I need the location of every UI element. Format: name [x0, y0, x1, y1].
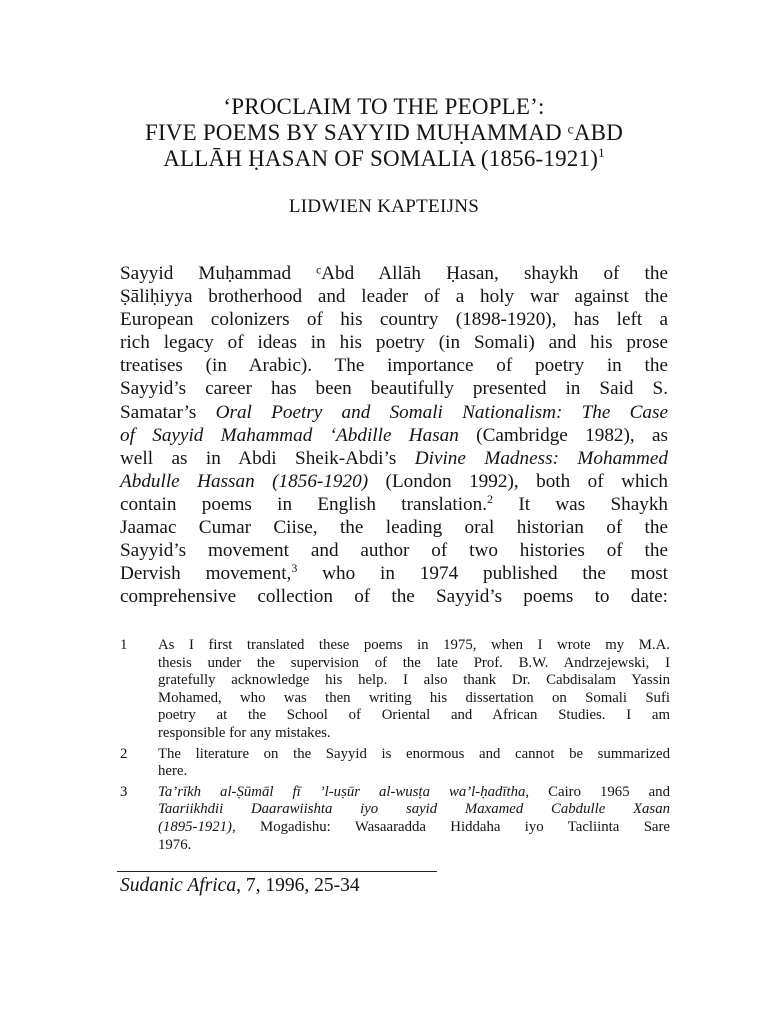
article-title — [0, 94, 768, 172]
footnote-number: 2 — [120, 745, 128, 762]
footnote-line: Mohamed, who was then writing his dissertation on Somali Sufi — [158, 689, 670, 706]
footnote-line: As I first translated these poems in 1975, when I wrote my M.A. — [158, 637, 670, 653]
arabic-book-title: Ta’rīkh al-Ṣūmāl fī ’l-uṣūr al-wusṭa wa’l-ḥadītha, — [158, 783, 530, 800]
somali-book-title: Taariikhdii Daarawiishta iyo sayid Maxamed Cabdulle Xasan — [158, 801, 670, 818]
footnote-number: 1 — [120, 637, 128, 653]
title-footnote-marker: 1 — [598, 145, 605, 160]
journal-citation — [120, 875, 360, 897]
body-text-run: contain poems in English translation. — [120, 493, 488, 515]
footnote-3 — [120, 784, 670, 854]
footnote-line — [158, 819, 670, 837]
title-line-3 — [0, 146, 768, 172]
citation-details: , 7, 1996, 25-34 — [236, 875, 360, 896]
book-title-divine-madness-cont: Abdulle Hassan (1856-1920) — [120, 470, 369, 492]
footnote-1 — [120, 637, 670, 743]
footnote-ref-3: 3 — [291, 561, 298, 576]
body-line: Ṣāliḥiyya brotherhood and leader of a holy war against the — [120, 286, 668, 308]
footnote-line: thesis under the supervision of the late Prof. B.W. Andrzejewski, I — [158, 654, 670, 671]
book-title-divine-madness: Divine Madness: Mohammed — [414, 447, 668, 469]
body-line — [120, 493, 668, 516]
footnote-text — [158, 784, 670, 854]
body-line — [120, 401, 668, 424]
footnote-line: gratefully acknowledge his help. I also thank Dr. Cabdisalam Yassin — [158, 672, 670, 689]
footnote-line: here. — [158, 763, 188, 780]
author-name: LIDWIEN KAPTEIJNS — [288, 196, 480, 217]
body-line — [120, 447, 668, 470]
footnote-text — [158, 746, 670, 781]
body-text-run: Samatar’s — [120, 401, 216, 423]
body-line: Sayyid’s movement and author of two histories of the — [120, 540, 668, 562]
book-title-oral-poetry-cont: of Sayyid Mahammad ‘Abdille Hasan — [120, 424, 459, 446]
footnote-line: 1976. — [158, 836, 192, 853]
body-line — [120, 424, 668, 447]
body-line: European colonizers of his country (1898-1920), has left a — [120, 309, 668, 331]
footnote-line: poetry at the School of Oriental and African Studies. I am — [158, 707, 670, 724]
footnote-ref-2: 2 — [487, 491, 494, 506]
body-line — [120, 470, 668, 493]
title-line-1: ‘PROCLAIM TO THE PEOPLE’: — [223, 94, 545, 119]
citation-divider — [117, 871, 437, 872]
body-line: Sayyid’s career has been beautifully presented in Said S. — [120, 378, 668, 400]
body-text-run: Dervish movement, — [120, 563, 292, 585]
body-text-run: It was Shaykh — [493, 493, 669, 515]
body-text-run: who in 1974 published the most — [297, 563, 668, 585]
footnote-text-run: Mogadishu: Wasaaradda Hiddaha iyo Tacliinta Sare — [235, 818, 670, 835]
footnote-line: The literature on the Sayyid is enormous and cannot be summarized — [158, 745, 670, 762]
body-paragraph — [120, 262, 668, 608]
body-line — [120, 562, 668, 585]
body-line: rich legacy of ideas in his poetry (in Somali) and his prose — [120, 332, 668, 354]
footnote-text — [158, 637, 670, 743]
body-line: Jaamac Cumar Ciise, the leading oral historian of the — [120, 517, 668, 539]
title-line-2: FIVE POEMS BY SAYYID MUḤAMMAD ᶜABD — [144, 120, 624, 145]
body-line: treatises (in Arabic). The importance of poetry in the — [120, 355, 668, 377]
body-line: comprehensive collection of the Sayyid’s poems to date: — [120, 586, 668, 608]
somali-book-title-cont: (1895-1921), — [158, 818, 236, 835]
body-text-run: (London 1992), both of which — [368, 470, 668, 492]
footnote-line — [158, 801, 670, 819]
footnote-2 — [120, 746, 670, 781]
footnote-number: 3 — [120, 783, 128, 800]
body-text-run: well as in Abdi Sheik-Abdi’s — [120, 447, 415, 469]
title-line-3-text: ALLĀH ḤASAN OF SOMALIA (1856-1921) — [163, 146, 599, 171]
book-title-oral-poetry: Oral Poetry and Somali Nationalism: The Case — [215, 401, 668, 423]
footnotes — [120, 637, 670, 857]
footnote-line: responsible for any mistakes. — [158, 724, 331, 741]
journal-name: Sudanic Africa — [120, 875, 237, 896]
body-text-run: (Cambridge 1982), as — [458, 424, 668, 446]
footnote-text-run: Cairo 1965 and — [529, 783, 670, 800]
body-line: Sayyid Muḥammad ᶜAbd Allāh Ḥasan, shaykh of the — [120, 263, 668, 284]
footnote-line — [158, 784, 670, 802]
